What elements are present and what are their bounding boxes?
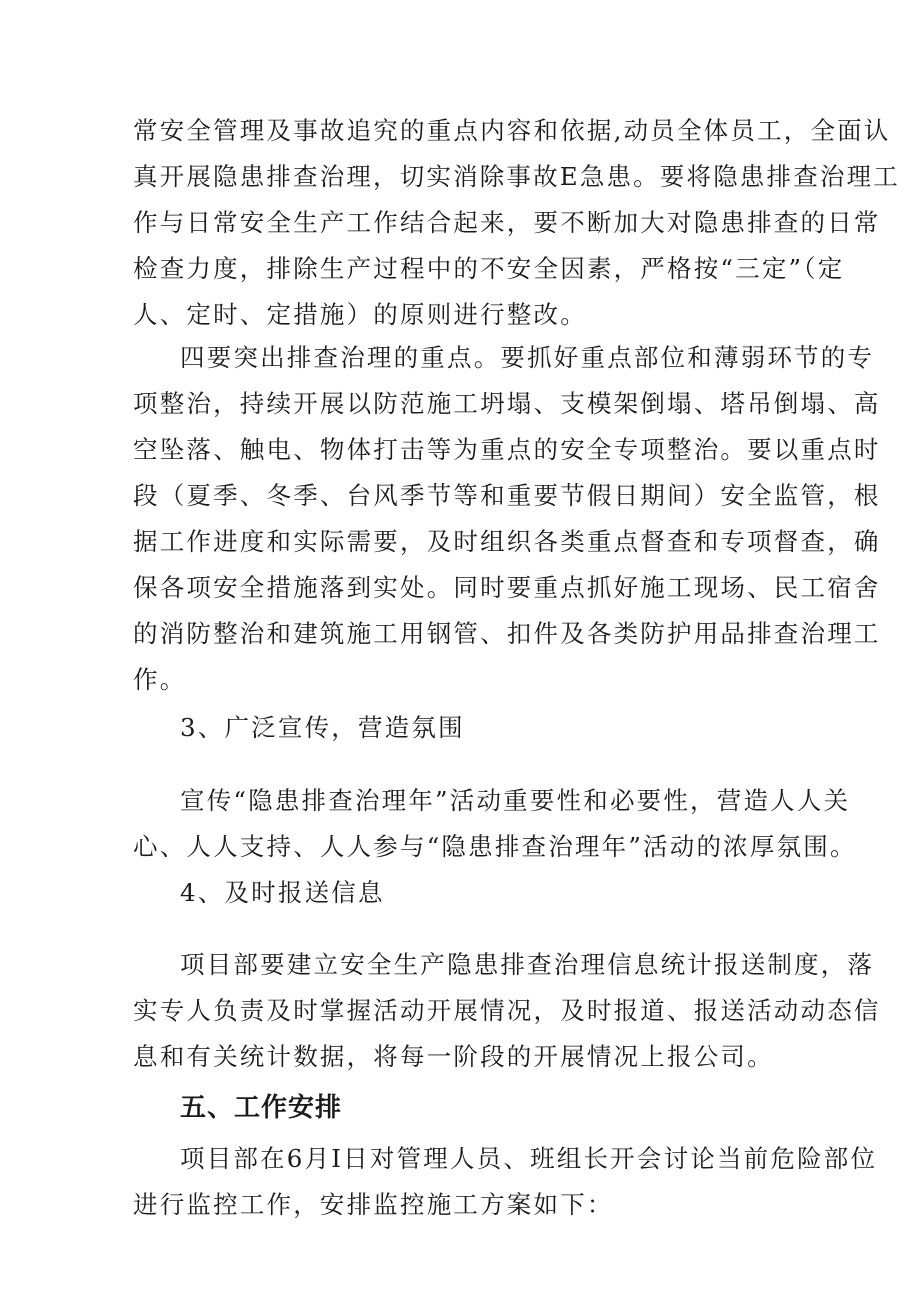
paragraph-line: 据工作进度和实际需要，及时组织各类重点督查和专项督查，确 xyxy=(133,527,881,556)
paragraph-line: 真开展隐患排查治理，切实消除事故E急患。要将隐患排查治理工 xyxy=(133,162,900,191)
paragraph-line: 段（夏季、冬季、台风季节等和重要节假日期间）安全监管，根 xyxy=(133,481,881,510)
paragraph-line: 项目部在6月I日对管理人员、班组长开会讨论当前危险部位 xyxy=(180,1144,878,1173)
paragraph-line: 四要突出排查治理的重点。要抓好重点部位和薄弱环节的专 xyxy=(180,343,875,372)
paragraph-line: 空坠落、触电、物体打击等为重点的安全专项整治。要以重点时 xyxy=(133,435,881,464)
paragraph-line: 常安全管理及事故追究的重点内容和依据,动员全体员工，全面认 xyxy=(133,116,891,145)
paragraph-line: 保各项安全措施落到实处。同时要重点抓好施工现场、民工宿舍 xyxy=(133,573,881,602)
section-five-heading: 五、工作安排 xyxy=(180,1093,343,1123)
paragraph-line: 宣传“隐患排查治理年”活动重要性和必要性，营造人人关 xyxy=(180,786,851,815)
paragraph-line: 实专人负责及时掌握活动开展情况，及时报道、报送活动动态信 xyxy=(133,996,881,1025)
paragraph-line: 的消防整治和建筑施工用钢管、扣件及各类防护用品排查治理工 xyxy=(133,619,881,648)
paragraph-line: 作。 xyxy=(133,665,187,694)
section-3-title: 3、广泛宣传，营造氛围 xyxy=(180,713,465,742)
paragraph-line: 检查力度，排除生产过程中的不安全因素，严格按“三定”（定 xyxy=(133,254,845,283)
paragraph-line: 作与日常安全生产工作结合起来，要不断加大对隐患排查的日常 xyxy=(133,208,881,237)
section-4-title: 4、及时报送信息 xyxy=(180,878,385,907)
paragraph-line: 人、定时、定措施）的原则进行整改。 xyxy=(133,300,587,329)
paragraph-line: 进行监控工作，安排监控施工方案如下： xyxy=(133,1190,614,1219)
paragraph-line: 项目部要建立安全生产隐患排查治理信息统计报送制度，落 xyxy=(180,950,875,979)
paragraph-line: 息和有关统计数据，将每一阶段的开展情况上报公司。 xyxy=(133,1042,774,1071)
paragraph-line: 项整治，持续开展以防范施工坍塌、支模架倒塌、塔吊倒塌、高 xyxy=(133,389,881,418)
paragraph-line: 心、人人支持、人人参与“隐患排查治理年”活动的浓厚氛围。 xyxy=(133,832,857,861)
